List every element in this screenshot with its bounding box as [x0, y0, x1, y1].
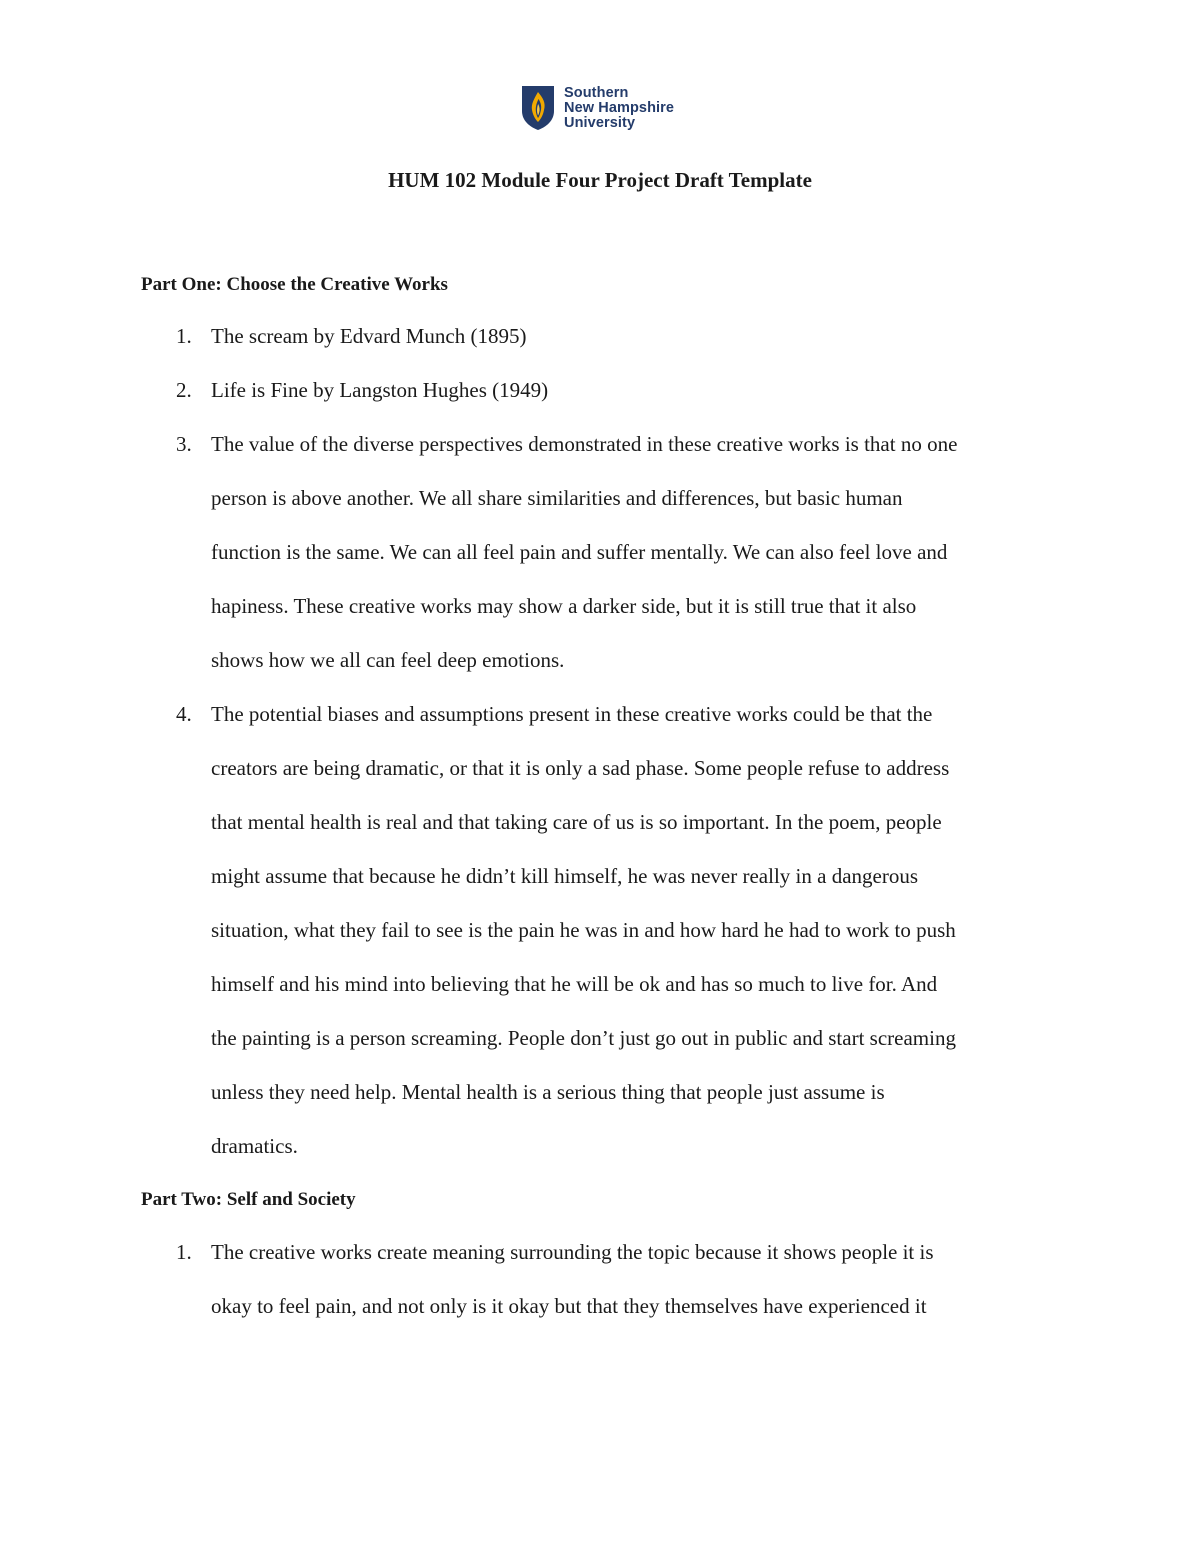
part-one-heading: Part One: Choose the Creative Works [141, 274, 448, 295]
logo-wordmark [564, 86, 674, 131]
list-item [141, 417, 957, 687]
list-line: situation, what they fail to see is the pain he was in and how hard he had to work to push [211, 918, 956, 942]
list-line: The value of the diverse perspectives demonstrated in these creative works is that no one [211, 432, 958, 456]
logo-line-2: New Hampshire [564, 99, 675, 116]
list-line: hapiness. These creative works may show a darker side, but it is still true that it also [211, 594, 917, 618]
list-item [141, 309, 957, 363]
list-number: 1. [176, 1240, 192, 1264]
part-one-list [141, 309, 957, 1173]
list-line: himself and his mind into believing that he will be ok and has so much to live for. And [211, 972, 938, 996]
document-title: HUM 102 Module Four Project Draft Template [388, 168, 812, 192]
flame-shield-icon [521, 85, 555, 131]
list-line: Life is Fine by Langston Hughes (1949) [211, 378, 549, 402]
list-item [141, 363, 957, 417]
list-line: creators are being dramatic, or that it is only a sad phase. Some people refuse to address [211, 756, 950, 780]
list-line: that mental health is real and that taking care of us is so important. In the poem, people [211, 810, 942, 834]
part-two-heading: Part Two: Self and Society [141, 1189, 356, 1210]
list-line: person is above another. We all share similarities and differences, but basic human [211, 486, 903, 510]
list-line: unless they need help. Mental health is a serious thing that people just assume is [211, 1080, 885, 1104]
logo-line-1: Southern [564, 84, 629, 101]
list-item [141, 687, 957, 1173]
list-line: okay to feel pain, and not only is it okay but that they themselves have experienced it [211, 1294, 927, 1318]
list-line: function is the same. We can all feel pain and suffer mentally. We can also feel love and [211, 540, 948, 564]
list-line: The potential biases and assumptions present in these creative works could be that the [211, 702, 933, 726]
university-logo [521, 84, 674, 132]
list-number: 4. [176, 702, 192, 726]
list-line: might assume that because he didn’t kill himself, he was never really in a dangerous [211, 864, 918, 888]
list-line: The scream by Edvard Munch (1895) [211, 324, 527, 348]
list-line: the painting is a person screaming. People don’t just go out in public and start screaming [211, 1026, 956, 1050]
list-number: 1. [176, 324, 192, 348]
list-number: 3. [176, 432, 192, 456]
list-item [141, 1225, 934, 1333]
list-number: 2. [176, 378, 192, 402]
list-line: The creative works create meaning surrounding the topic because it shows people it is [211, 1240, 934, 1264]
part-two-list [141, 1225, 934, 1333]
logo-line-3: University [564, 114, 636, 131]
list-line: dramatics. [211, 1134, 298, 1158]
list-line: shows how we all can feel deep emotions. [211, 648, 565, 672]
